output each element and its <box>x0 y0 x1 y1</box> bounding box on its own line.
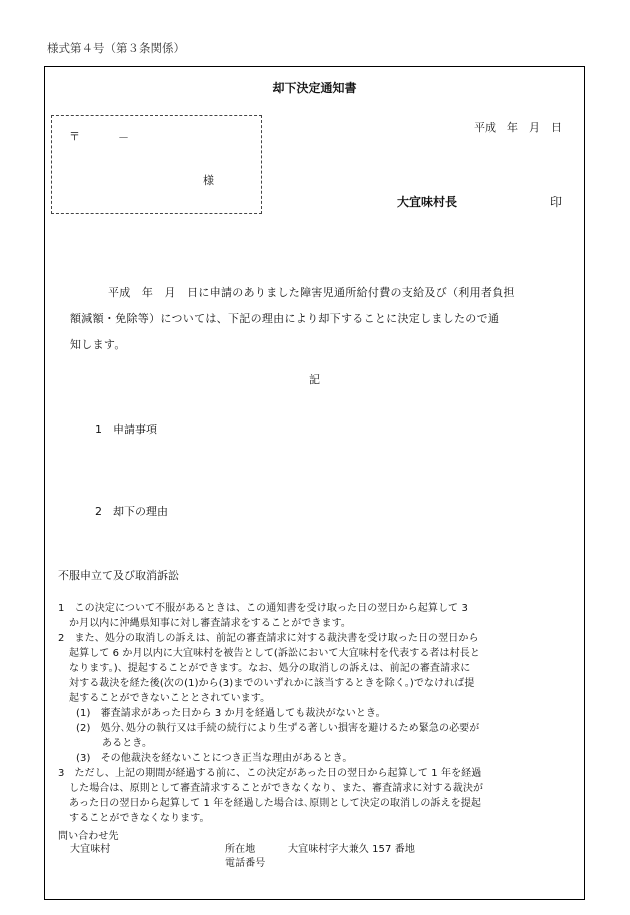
appeal-line: あった日の翌日から起算して 1 年を経過した場合は､原則として決定の取消しの訴えを提起 <box>69 798 481 809</box>
appeal-line: することができなくなります。 <box>69 813 210 824</box>
appeal-heading: 不服申立て及び取消訴訟 <box>58 569 179 582</box>
document-title: 却下決定通知書 <box>272 81 357 95</box>
appeal-line: (3) その他裁決を経ないことにつき正当な理由があるとき。 <box>76 753 353 764</box>
appeal-line: 起算して 6 か月以内に大宜味村を被告として(訴訟において大宜味村を代表する者は村長と <box>69 648 480 659</box>
appeal-line: 3 ただし、上記の期間が経過する前に、この決定があった日の翌日から起算して 1 年を経過 <box>58 768 482 779</box>
document-frame <box>44 66 585 900</box>
appeal-line: なります。)、提起することができます。なお、処分の取消しの訴えは、前記の審査請求に <box>69 663 471 674</box>
appeal-line: 起することができないこととされています。 <box>69 693 271 704</box>
appeal-line: 1 この決定について不服があるときは、この通知書を受け取った日の翌日から起算して 3 <box>58 603 468 614</box>
appeal-line: か月以内に沖縄県知事に対し審査請求をすることができます。 <box>69 618 351 629</box>
inquiry-location-label: 所在地 <box>225 844 256 855</box>
body-line-2: 額減額・免除等）については、下記の理由により却下することに決定しましたので通 <box>70 312 500 325</box>
postal-dash: － <box>118 131 129 144</box>
inquiry-location-value: 大宜味村字大兼久 157 番地 <box>288 844 415 855</box>
appeal-line: した場合は、原則として審査請求することができなくなり、また、審査請求に対する裁決が <box>69 783 484 794</box>
inquiry-label: 問い合わせ先 <box>58 831 119 842</box>
item-application: 1 申請事項 <box>95 423 157 436</box>
seal-mark: 印 <box>550 195 563 209</box>
address-box <box>51 115 262 214</box>
appeal-line: 2 また、処分の取消しの訴えは、前記の審査請求に対する裁決書を受け取った日の翌日から <box>58 633 479 644</box>
issue-date: 平成 年 月 日 <box>474 121 562 134</box>
appeal-line: あるとき。 <box>102 738 153 749</box>
ki-heading: 記 <box>309 373 320 386</box>
inquiry-village: 大宜味村 <box>70 844 111 855</box>
sender-mayor: 大宜味村長 <box>397 195 458 209</box>
postal-mark: 〒 <box>69 130 80 143</box>
form-number: 様式第４号（第３条関係） <box>47 41 185 55</box>
body-line-1: 平成 年 月 日に申請のありました障害児通所給付費の支給及び（利用者負担 <box>108 286 515 299</box>
appeal-line: (2) 処分､処分の執行又は手続の続行により生ずる著しい損害を避けるため緊急の必要が <box>76 723 480 734</box>
body-line-3: 知します。 <box>70 338 126 351</box>
appeal-line: 対する裁決を経た後(次の(1)から(3)までのいずれかに該当するときを除く。)でなければ提 <box>69 678 475 689</box>
honorific: 様 <box>203 174 214 187</box>
appeal-line: (1) 審査請求があった日から 3 か月を経過しても裁決がないとき。 <box>76 708 386 719</box>
inquiry-tel-label: 電話番号 <box>225 858 266 869</box>
item-reason: 2 却下の理由 <box>95 505 168 518</box>
